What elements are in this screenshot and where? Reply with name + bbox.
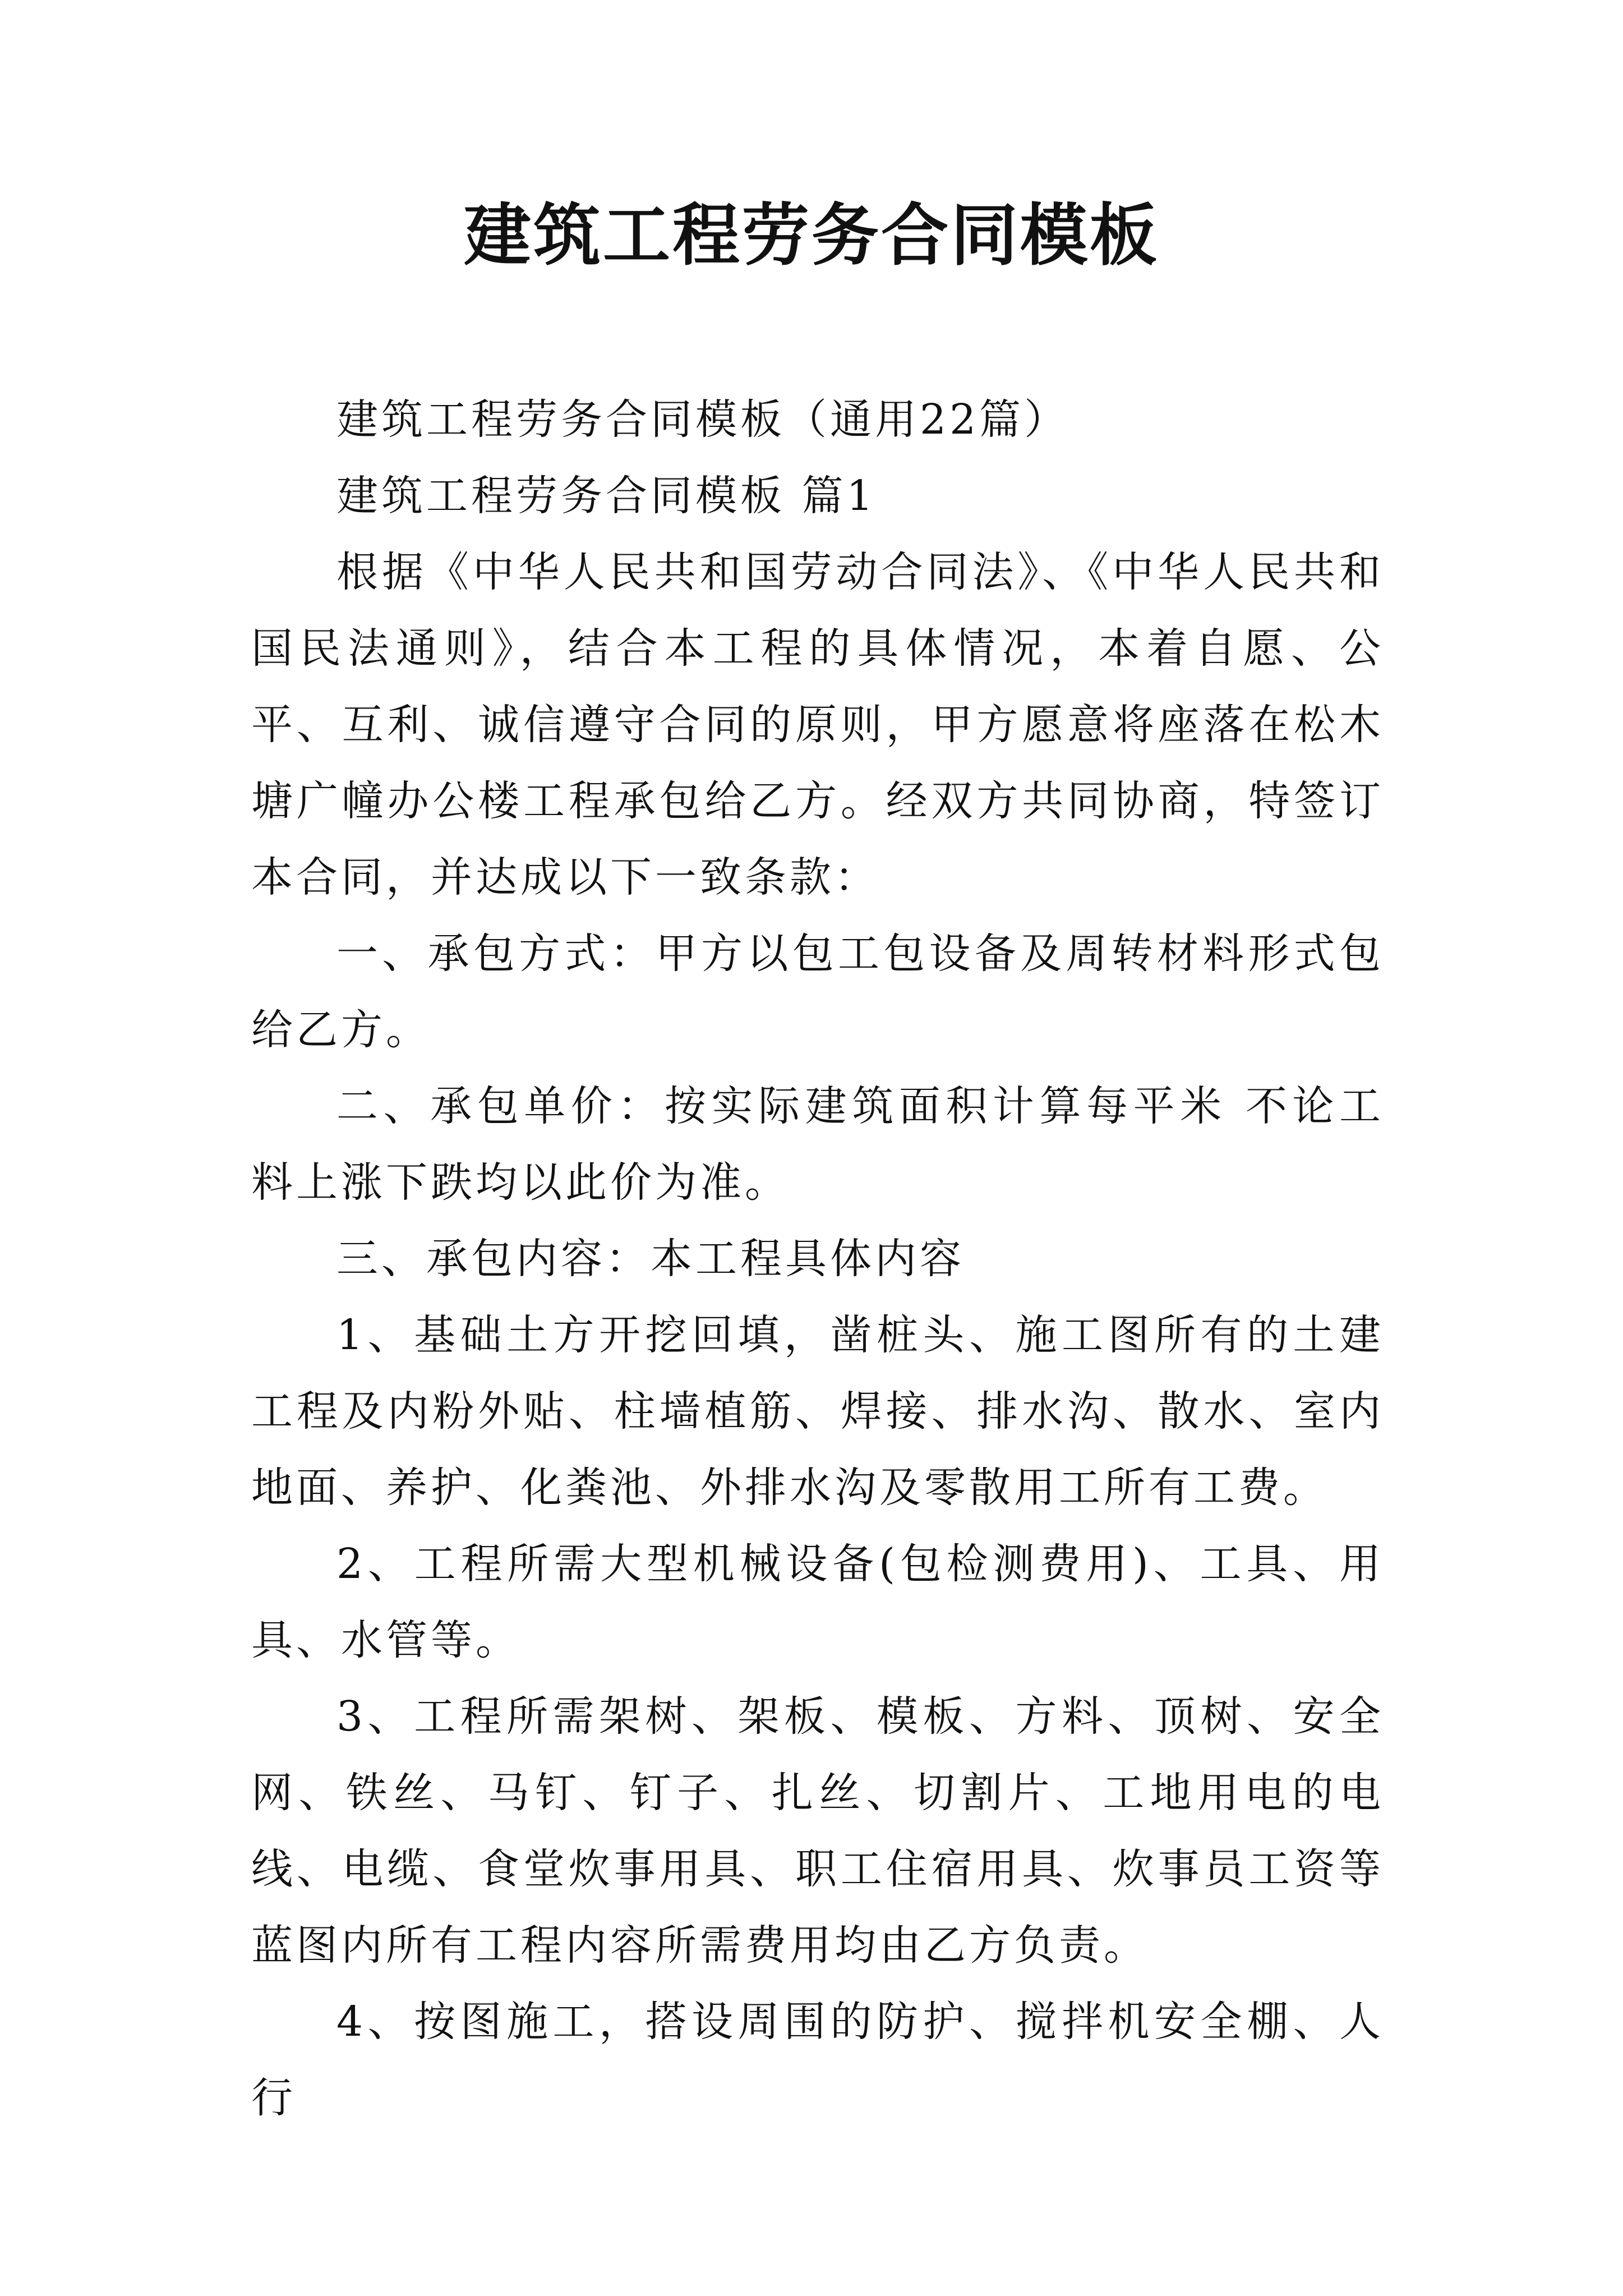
paragraph-clause-1: 一、承包方式：甲方以包工包设备及周转材料形式包给乙方。 (251, 930, 1384, 1054)
paragraph-item-3: 3、工程所需架树、架板、模板、方料、顶树、安全网、铁丝、马钉、钉子、扎丝、切割片、工地用电的电线、电缆、食堂炊事用具、职工住宿用具、炊事员工资等蓝图内所有工程内容所需费用均由乙方负责。 (251, 1692, 1384, 1970)
document-title: 建筑工程劳务合同模板 (464, 196, 1159, 275)
paragraph-item-2: 2、工程所需大型机械设备(包检测费用)、工具、用具、水管等。 (251, 1540, 1384, 1664)
paragraph-clause-2: 二、承包单价：按实际建筑面积计算每平米 不论工料上涨下跌均以此价为准。 (251, 1082, 1384, 1207)
paragraph-item-4: 4、按图施工，搭设周围的防护、搅拌机安全棚、人行 (251, 1998, 1384, 2122)
document-body (251, 381, 1384, 2136)
paragraph-item-1: 1、基础土方开挖回填，凿桩头、施工图所有的土建工程及内粉外贴、柱墙植筋、焊接、排水沟、散水、室内地面、养护、化粪池、外排水沟及零散用工所有工费。 (251, 1311, 1384, 1512)
paragraph-section-heading: 建筑工程劳务合同模板 篇1 (336, 472, 877, 520)
paragraph-subtitle: 建筑工程劳务合同模板（通用22篇） (336, 395, 1069, 444)
paragraph-clause-3: 三、承包内容：本工程具体内容 (336, 1235, 965, 1283)
paragraph-preamble: 根据《中华人民共和国劳动合同法》、《中华人民共和国民法通则》，结合本工程的具体情况，本着自愿、公平、互利、诚信遵守合同的原则，甲方愿意将座落在松木塘广幢办公楼工程承包给乙方。经双方共同协商，特签订本合同，并达成以下一致条款： (251, 548, 1384, 901)
